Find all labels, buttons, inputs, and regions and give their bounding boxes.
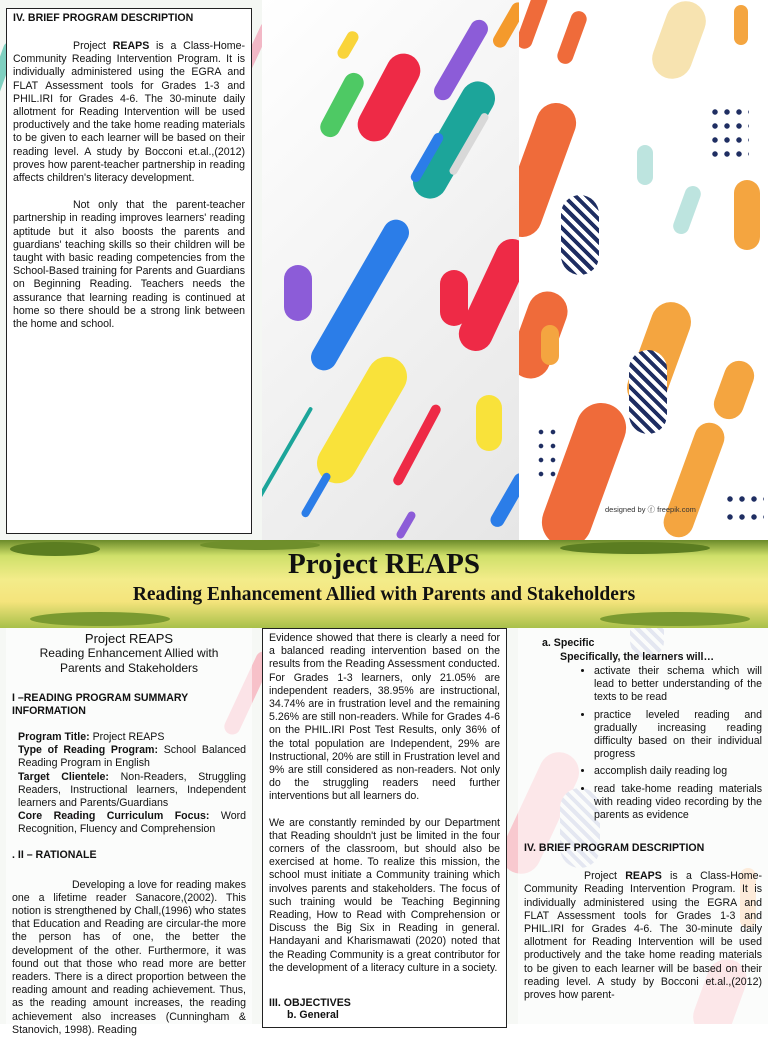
pill-shape — [262, 406, 313, 503]
decorative-geometric-artwork — [519, 0, 768, 540]
pill-shape — [519, 0, 550, 51]
leaf-decor — [600, 612, 750, 626]
description-paragraph: Project REAPS is a Class-Home-Community Reading Intervention Program. It is individually administered using the EGRA and FLAT Assessment tools for Grades 1-3 and PHIL.IRI for Grades 4-6. The 30-minute daily allotment for Reading Intervention will be used productively and the take home reading materials to be given to each learner will be based on their reading level. A study by Bocconi et.al.,(2012) proves how parent- — [524, 870, 762, 1002]
dots-pattern — [724, 490, 764, 530]
section-heading: IV. BRIEF PROGRAM DESCRIPTION — [524, 842, 705, 855]
pill-shape — [671, 184, 703, 236]
banner-subtitle: Reading Enhancement Allied with Parents and Stakeholders — [132, 584, 636, 605]
rationale-paragraph: Developing a love for reading makes one a lifetime reader Sanacore,(2002). This notion is strengthened by Chall,(1996) who states that Education and Reading are circular-the more the person has of one, the better the development of the other. Furthermore, it was found out that those who read more are better readers. There is a direct proportion between the reading amount and reading achievement. Thus, as the reading amount increases, the reading achievement also increases (Cunningham & Stanovich, 1998). Reading — [12, 878, 246, 1036]
description-paragraph-2: Not only that the parent-teacher partnership in reading improves learners' reading aptitude but it also boosts the parents and guardians' teaching skills so their children will be taught with basic reading competencies from the School-Based training for Parents and Guardians on Beginning Reading. Teachers needs the assurance that learning reading is continued at home so there should be a strong link between the home and school. — [13, 199, 245, 331]
section-heading: III. OBJECTIVES — [269, 997, 351, 1010]
circle-shape — [541, 325, 559, 365]
summary-item: Type of Reading Program: School Balanced Reading Program in English — [18, 744, 246, 770]
circle-shape — [637, 145, 653, 185]
list-item: • read take-home reading materials with reading video recording by the parents as evidence — [594, 783, 762, 823]
circle-shape — [440, 270, 468, 326]
pill-shape — [335, 29, 360, 61]
pill-shape — [734, 180, 760, 250]
objective-general: b. General — [287, 1009, 339, 1022]
summary-list — [12, 731, 246, 837]
pill-shape — [490, 0, 519, 50]
leaf-decor — [30, 612, 170, 626]
list-item: • activate their schema which will lead to better understanding of the texts to be read — [594, 665, 762, 705]
description-paragraph: Project REAPS is a Class-Home-Community Reading Intervention Program. It is individually administered using the EGRA and FLAT Assessment tools for Grades 1-3 and PHIL.IRI for Grades 4-6. The 30-minute daily allotment for Reading Intervention will be used productively and the take home reading materials to be given to each learner will be based on their reading level. A study by Bocconi et.al.,(2012) proves how parent-teacher partnership in reading affects children's literacy development. — [13, 40, 245, 185]
freepik-credit: designed by ⓕ freepik.com — [605, 505, 696, 514]
section-heading: . II – RATIONALE — [12, 848, 97, 861]
decorative-pill-artwork — [262, 0, 519, 540]
column-subtitle-2: Parents and Stakeholders — [59, 661, 199, 675]
circle-shape — [629, 350, 667, 434]
list-item: • accomplish daily reading log — [594, 765, 762, 778]
banner-title: Project REAPS — [288, 548, 480, 580]
column-title: Project REAPS — [84, 631, 174, 646]
summary-item: Target Clientele: Non-Readers, Struggling Readers, Instructional learners, Independent learners and Parents/Guardians — [18, 770, 246, 810]
objective-intro: Specifically, the learners will… — [560, 651, 715, 663]
pill-shape — [647, 0, 712, 84]
column-subtitle-1: Reading Enhancement Allied with — [39, 646, 219, 660]
pill-shape — [395, 510, 417, 540]
pill-shape — [710, 357, 759, 424]
list-item: • practice leveled reading and gradually increasing reading difficulty based on their individual progress — [594, 709, 762, 762]
dots-pattern — [709, 105, 749, 165]
section-heading: IV. BRIEF PROGRAM DESCRIPTION — [13, 12, 194, 24]
objective-specific: a. Specific — [542, 637, 595, 649]
pill-shape — [659, 418, 728, 540]
pill-shape — [555, 9, 589, 66]
summary-item: Core Reading Curriculum Focus: Word Recognition, Fluency and Comprehension — [18, 810, 246, 836]
column-summary — [6, 628, 252, 1036]
pill-shape — [734, 5, 748, 45]
pill-shape — [391, 403, 442, 487]
summary-item: Program Title: Project REAPS — [18, 731, 165, 743]
circle-shape — [284, 265, 312, 321]
column-objectives — [518, 628, 768, 1024]
section-heading: I –READING PROGRAM SUMMARY INFORMATION — [12, 692, 188, 717]
pill-shape — [352, 48, 427, 148]
dots-pattern — [535, 425, 559, 485]
column-evidence — [262, 628, 507, 1028]
evidence-paragraph: Evidence showed that there is clearly a need for a balanced reading intervention based on the results from the Reading Assessment conducted. For Grades 1-3 learners, only 21.05% are independent readers, 38.95% are instructional, 34.74% are in frustration level and the remaining 5.26% are still non-readers. While for Grades 4-6 on the PHIL.IRI Post Test Results, only 36% of the total population are Independent, 29% are Instructional, 20% are still in Frustration level and 9% are still considered as non-readers. Not only do the struggling readers need further interventions but all learners do. — [269, 632, 500, 803]
title-banner — [0, 540, 768, 628]
pill-shape — [407, 75, 501, 205]
top-left-panel — [6, 8, 252, 534]
pill-shape — [488, 471, 519, 530]
pill-shape — [300, 471, 332, 518]
circle-shape — [561, 195, 599, 275]
circle-shape — [476, 395, 502, 451]
objective-list — [524, 665, 762, 822]
community-paragraph: We are constantly reminded by our Department that Reading shouldn't just be limited in the four corners of the classroom, but should also be exercised at home. To realize this mission, the school must initiate a Community training which involves parents and stakeholders. The focus of such training would be Teaching Beginning Reading, How to Read with Comprehension or Discuss the Big Six in Reading in general. Handayani and Kharismawati (2020) noted that the Reading Community is a great contributor for the development of a literacy culture in a society. — [269, 816, 500, 974]
pill-shape — [306, 215, 414, 375]
